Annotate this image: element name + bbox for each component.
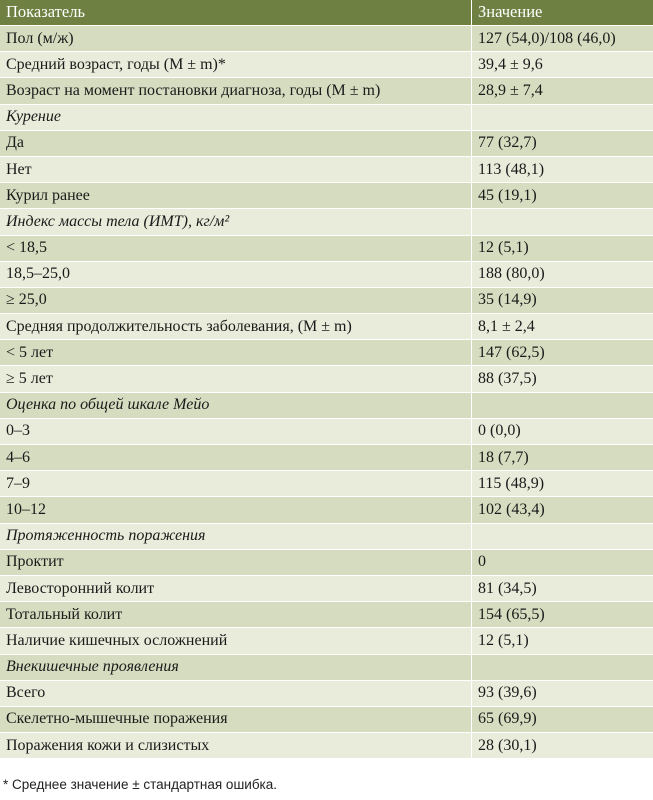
row-value: 0 (0,0) xyxy=(478,422,521,440)
section-row xyxy=(0,209,653,235)
table-row xyxy=(0,52,653,78)
row-value: 65 (69,9) xyxy=(478,710,537,728)
row-label: Тотальный колит xyxy=(0,602,472,627)
section-label: Протяженность поражения xyxy=(0,524,472,549)
row-value: 147 (62,5) xyxy=(478,343,545,361)
row-value: 0 xyxy=(478,553,486,571)
header-value: Значение xyxy=(478,2,543,22)
row-label: Всего xyxy=(0,681,472,706)
row-value: 18 (7,7) xyxy=(478,448,529,466)
row-label: Средний возраст, годы (M ± m)* xyxy=(0,52,472,77)
table-row xyxy=(0,550,653,576)
row-value: 12 (5,1) xyxy=(478,239,529,257)
row-value: 8,1 ± 2,4 xyxy=(478,317,535,335)
table-row xyxy=(0,78,653,104)
row-label: Нет xyxy=(0,157,472,182)
table-header xyxy=(0,0,653,26)
table-row xyxy=(0,288,653,314)
table-row xyxy=(0,236,653,262)
row-label: 4–6 xyxy=(0,445,472,470)
row-label: Средняя продолжительность заболевания, (M ± m) xyxy=(0,314,472,339)
row-value: 35 (14,9) xyxy=(478,291,537,309)
section-row xyxy=(0,105,653,131)
row-label: 18,5–25,0 xyxy=(0,262,472,287)
table-row xyxy=(0,628,653,654)
section-label: Индекс массы тела (ИМТ), кг/м² xyxy=(0,209,472,234)
row-label: Скелетно-мышечные поражения xyxy=(0,707,472,732)
row-value: 28 (30,1) xyxy=(478,736,537,754)
table-row xyxy=(0,262,653,288)
table-row xyxy=(0,707,653,733)
row-label: Поражения кожи и слизистых xyxy=(0,733,472,758)
row-value: 12 (5,1) xyxy=(478,631,529,649)
row-value xyxy=(472,105,653,130)
table-row xyxy=(0,340,653,366)
row-label: Пол (м/ж) xyxy=(0,26,472,51)
section-label: Внекишечные проявления xyxy=(0,655,472,680)
table-row xyxy=(0,733,653,759)
row-value: 102 (43,4) xyxy=(478,500,545,518)
row-value: 115 (48,9) xyxy=(478,474,545,492)
row-label: 7–9 xyxy=(0,471,472,496)
table-row xyxy=(0,314,653,340)
section-label: Оценка по общей шкале Мейо xyxy=(0,393,472,418)
section-label: Курение xyxy=(0,105,472,130)
table-row xyxy=(0,681,653,707)
section-row xyxy=(0,393,653,419)
row-label: Проктит xyxy=(0,550,472,575)
row-value: 127 (54,0)/108 (46,0) xyxy=(478,29,616,47)
table-row xyxy=(0,26,653,52)
table-row xyxy=(0,419,653,445)
table-row xyxy=(0,576,653,602)
table-row xyxy=(0,366,653,392)
row-label: Да xyxy=(0,131,472,156)
table-row xyxy=(0,157,653,183)
row-label: Курил ранее xyxy=(0,183,472,208)
row-value: 45 (19,1) xyxy=(478,186,537,204)
table-row xyxy=(0,497,653,523)
row-value: 77 (32,7) xyxy=(478,134,537,152)
table-row xyxy=(0,131,653,157)
row-value xyxy=(472,393,653,418)
row-label: Левосторонний колит xyxy=(0,576,472,601)
row-value: 81 (34,5) xyxy=(478,579,537,597)
row-label: < 5 лет xyxy=(0,340,472,365)
row-label: ≥ 25,0 xyxy=(0,288,472,313)
row-label: Наличие кишечных осложнений xyxy=(0,628,472,653)
row-label: ≥ 5 лет xyxy=(0,366,472,391)
table-row xyxy=(0,602,653,628)
section-row xyxy=(0,655,653,681)
table-body xyxy=(0,26,653,759)
section-row xyxy=(0,524,653,550)
row-value xyxy=(472,209,653,234)
table-row xyxy=(0,445,653,471)
row-value: 113 (48,1) xyxy=(478,160,545,178)
row-label: Возраст на момент постановки диагноза, годы (M ± m) xyxy=(0,78,472,103)
header-indicator: Показатель xyxy=(0,0,472,25)
row-value: 93 (39,6) xyxy=(478,684,537,702)
table-row xyxy=(0,183,653,209)
row-value: 28,9 ± 7,4 xyxy=(478,81,543,99)
table-row xyxy=(0,471,653,497)
footnote: * Среднее значение ± стандартная ошибка. xyxy=(3,777,278,792)
row-value xyxy=(472,655,653,680)
row-value xyxy=(472,524,653,549)
row-value: 154 (65,5) xyxy=(478,605,545,623)
row-label: < 18,5 xyxy=(0,236,472,261)
row-value: 39,4 ± 9,6 xyxy=(478,55,543,73)
row-label: 10–12 xyxy=(0,497,472,522)
row-value: 88 (37,5) xyxy=(478,370,537,388)
row-label: 0–3 xyxy=(0,419,472,444)
row-value: 188 (80,0) xyxy=(478,265,545,283)
